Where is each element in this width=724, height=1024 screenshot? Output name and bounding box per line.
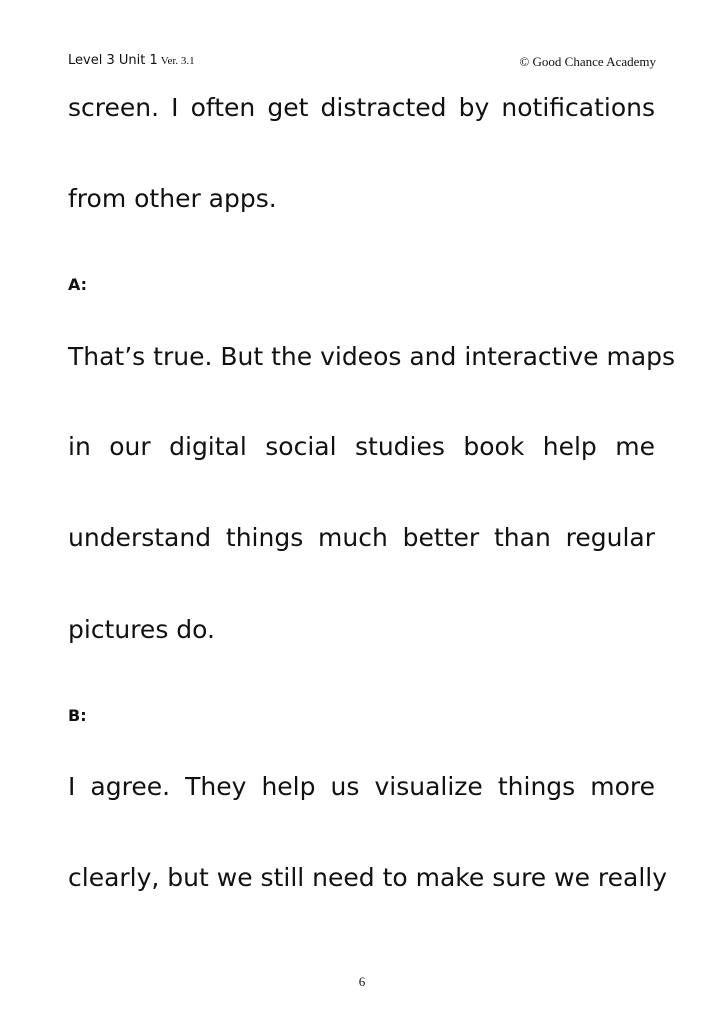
text-line: I agree. They help us visualize things more	[68, 772, 655, 801]
header-course-info	[68, 53, 195, 68]
text-line: pictures do.	[68, 615, 215, 644]
text-line: That’s true. But the videos and interactive maps	[68, 342, 676, 371]
page-number: 6	[358, 974, 366, 989]
page-header	[68, 53, 656, 73]
text-line: from other apps.	[68, 184, 277, 213]
text-line: screen. I often get distracted by notifications	[68, 93, 655, 122]
speaker-label-b: B:	[68, 706, 87, 725]
text-line: in our digital social studies book help me	[68, 432, 655, 461]
version-label: Ver. 3.1	[160, 55, 195, 67]
speaker-label-a: A:	[68, 275, 88, 294]
level-unit-label: Level 3 Unit 1	[68, 53, 158, 68]
copyright-label: © Good Chance Academy	[519, 54, 656, 69]
text-line: clearly, but we still need to make sure we really	[68, 863, 668, 892]
text-line: understand things much better than regular	[68, 523, 655, 552]
